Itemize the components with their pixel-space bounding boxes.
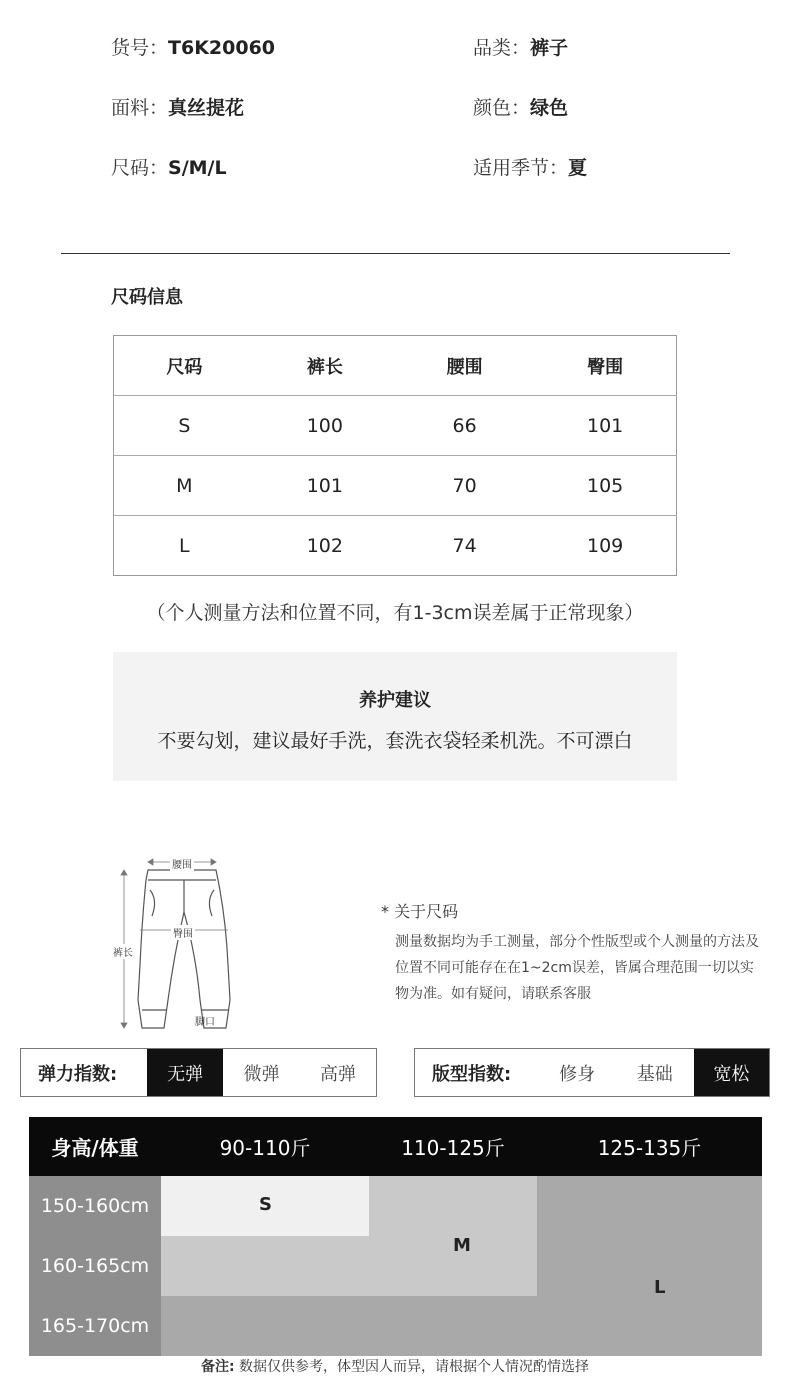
measurement-note: （个人测量方法和位置不同，有1-3cm误差属于正常现象） — [146, 602, 644, 624]
weight-col-2: 110-125斤 — [401, 1136, 505, 1160]
pants-diagram — [108, 850, 238, 1035]
elasticity-option-none: 无弹 — [147, 1049, 223, 1096]
size-info-title: 尺码信息 — [111, 287, 183, 308]
table-cell: L — [179, 534, 190, 557]
spec-season: 适用季节：夏 — [473, 157, 588, 179]
divider — [61, 253, 730, 254]
elasticity-option-high: 高弹 — [320, 1063, 357, 1085]
table-cell: 102 — [306, 534, 343, 557]
table-cell: 66 — [395, 396, 534, 456]
bottom-note-text: 数据仅供参考，体型因人而异，请根据个人情况酌情选择 — [239, 1359, 590, 1375]
table-cell: 74 — [452, 534, 477, 557]
size-label-s: S — [259, 1194, 272, 1215]
table-row — [114, 516, 677, 576]
care-title: 养护建议 — [359, 690, 431, 711]
about-title: * 关于尺码 — [381, 902, 459, 921]
table-cell: S — [114, 396, 255, 456]
table-cell: 101 — [534, 396, 676, 456]
about-text: 测量数据均为手工测量，部分个性版型或个人测量的方法及位置不同可能存在在1~2cm误差，皆属合理范围一切以实物为准。如有疑问，请联系客服 — [395, 934, 759, 1002]
care-text: 不要勾划，建议最好手洗，套洗衣袋轻柔机洗。不可漂白 — [157, 730, 633, 752]
table-row — [114, 456, 677, 516]
table-cell: 100 — [255, 396, 395, 456]
fit-option-regular: 基础 — [636, 1063, 673, 1085]
bottom-note — [0, 1356, 790, 1376]
height-row-1: 150-160cm — [29, 1176, 161, 1236]
care-box — [113, 652, 677, 781]
table-row — [114, 396, 677, 456]
spec-item-no: 货号：T6K20060 — [111, 37, 276, 59]
height-row-3: 165-170cm — [29, 1296, 161, 1356]
elasticity-option-slight: 微弹 — [243, 1063, 280, 1085]
table-cell: 105 — [534, 456, 676, 516]
diagram-label-waist: 腰围 — [170, 856, 194, 871]
size-table — [113, 335, 677, 576]
table-cell: 109 — [586, 534, 624, 557]
weight-col-1: 90-110斤 — [219, 1136, 311, 1160]
diagram-label-length: 裤长 — [113, 944, 133, 959]
diagram-label-hip: 臀围 — [171, 925, 195, 940]
elasticity-index — [20, 1048, 377, 1097]
table-header-cell: 臀围 — [534, 336, 676, 396]
fit-option-slim: 修身 — [559, 1063, 596, 1085]
spec-category: 品类：裤子 — [473, 37, 569, 59]
spec-color: 颜色：绿色 — [473, 97, 569, 119]
table-header-row — [114, 336, 677, 396]
size-label-m: M — [453, 1235, 471, 1256]
fit-option-loose: 宽松 — [694, 1049, 769, 1096]
elasticity-label: 弹力指数: — [38, 1063, 118, 1085]
size-label-l: L — [654, 1277, 666, 1298]
size-chart-header — [29, 1117, 762, 1176]
height-row-2: 160-165cm — [29, 1236, 161, 1296]
table-header-cell: 尺码 — [114, 336, 255, 396]
spec-size: 尺码：S/M/L — [111, 157, 227, 179]
fit-label: 版型指数: — [432, 1063, 512, 1085]
weight-col-3: 125-135斤 — [597, 1136, 702, 1160]
size-chart-corner: 身高/体重 — [51, 1136, 139, 1160]
fit-index — [414, 1048, 770, 1097]
table-cell: M — [114, 456, 255, 516]
diagram-label-hem: 脚口 — [195, 1017, 215, 1028]
table-header-cell: 腰围 — [395, 336, 534, 396]
spec-fabric: 面料：真丝提花 — [111, 97, 245, 119]
table-header-cell: 裤长 — [255, 336, 395, 396]
table-cell: 70 — [395, 456, 534, 516]
table-cell: 101 — [255, 456, 395, 516]
bottom-note-label: 备注: — [200, 1359, 235, 1375]
